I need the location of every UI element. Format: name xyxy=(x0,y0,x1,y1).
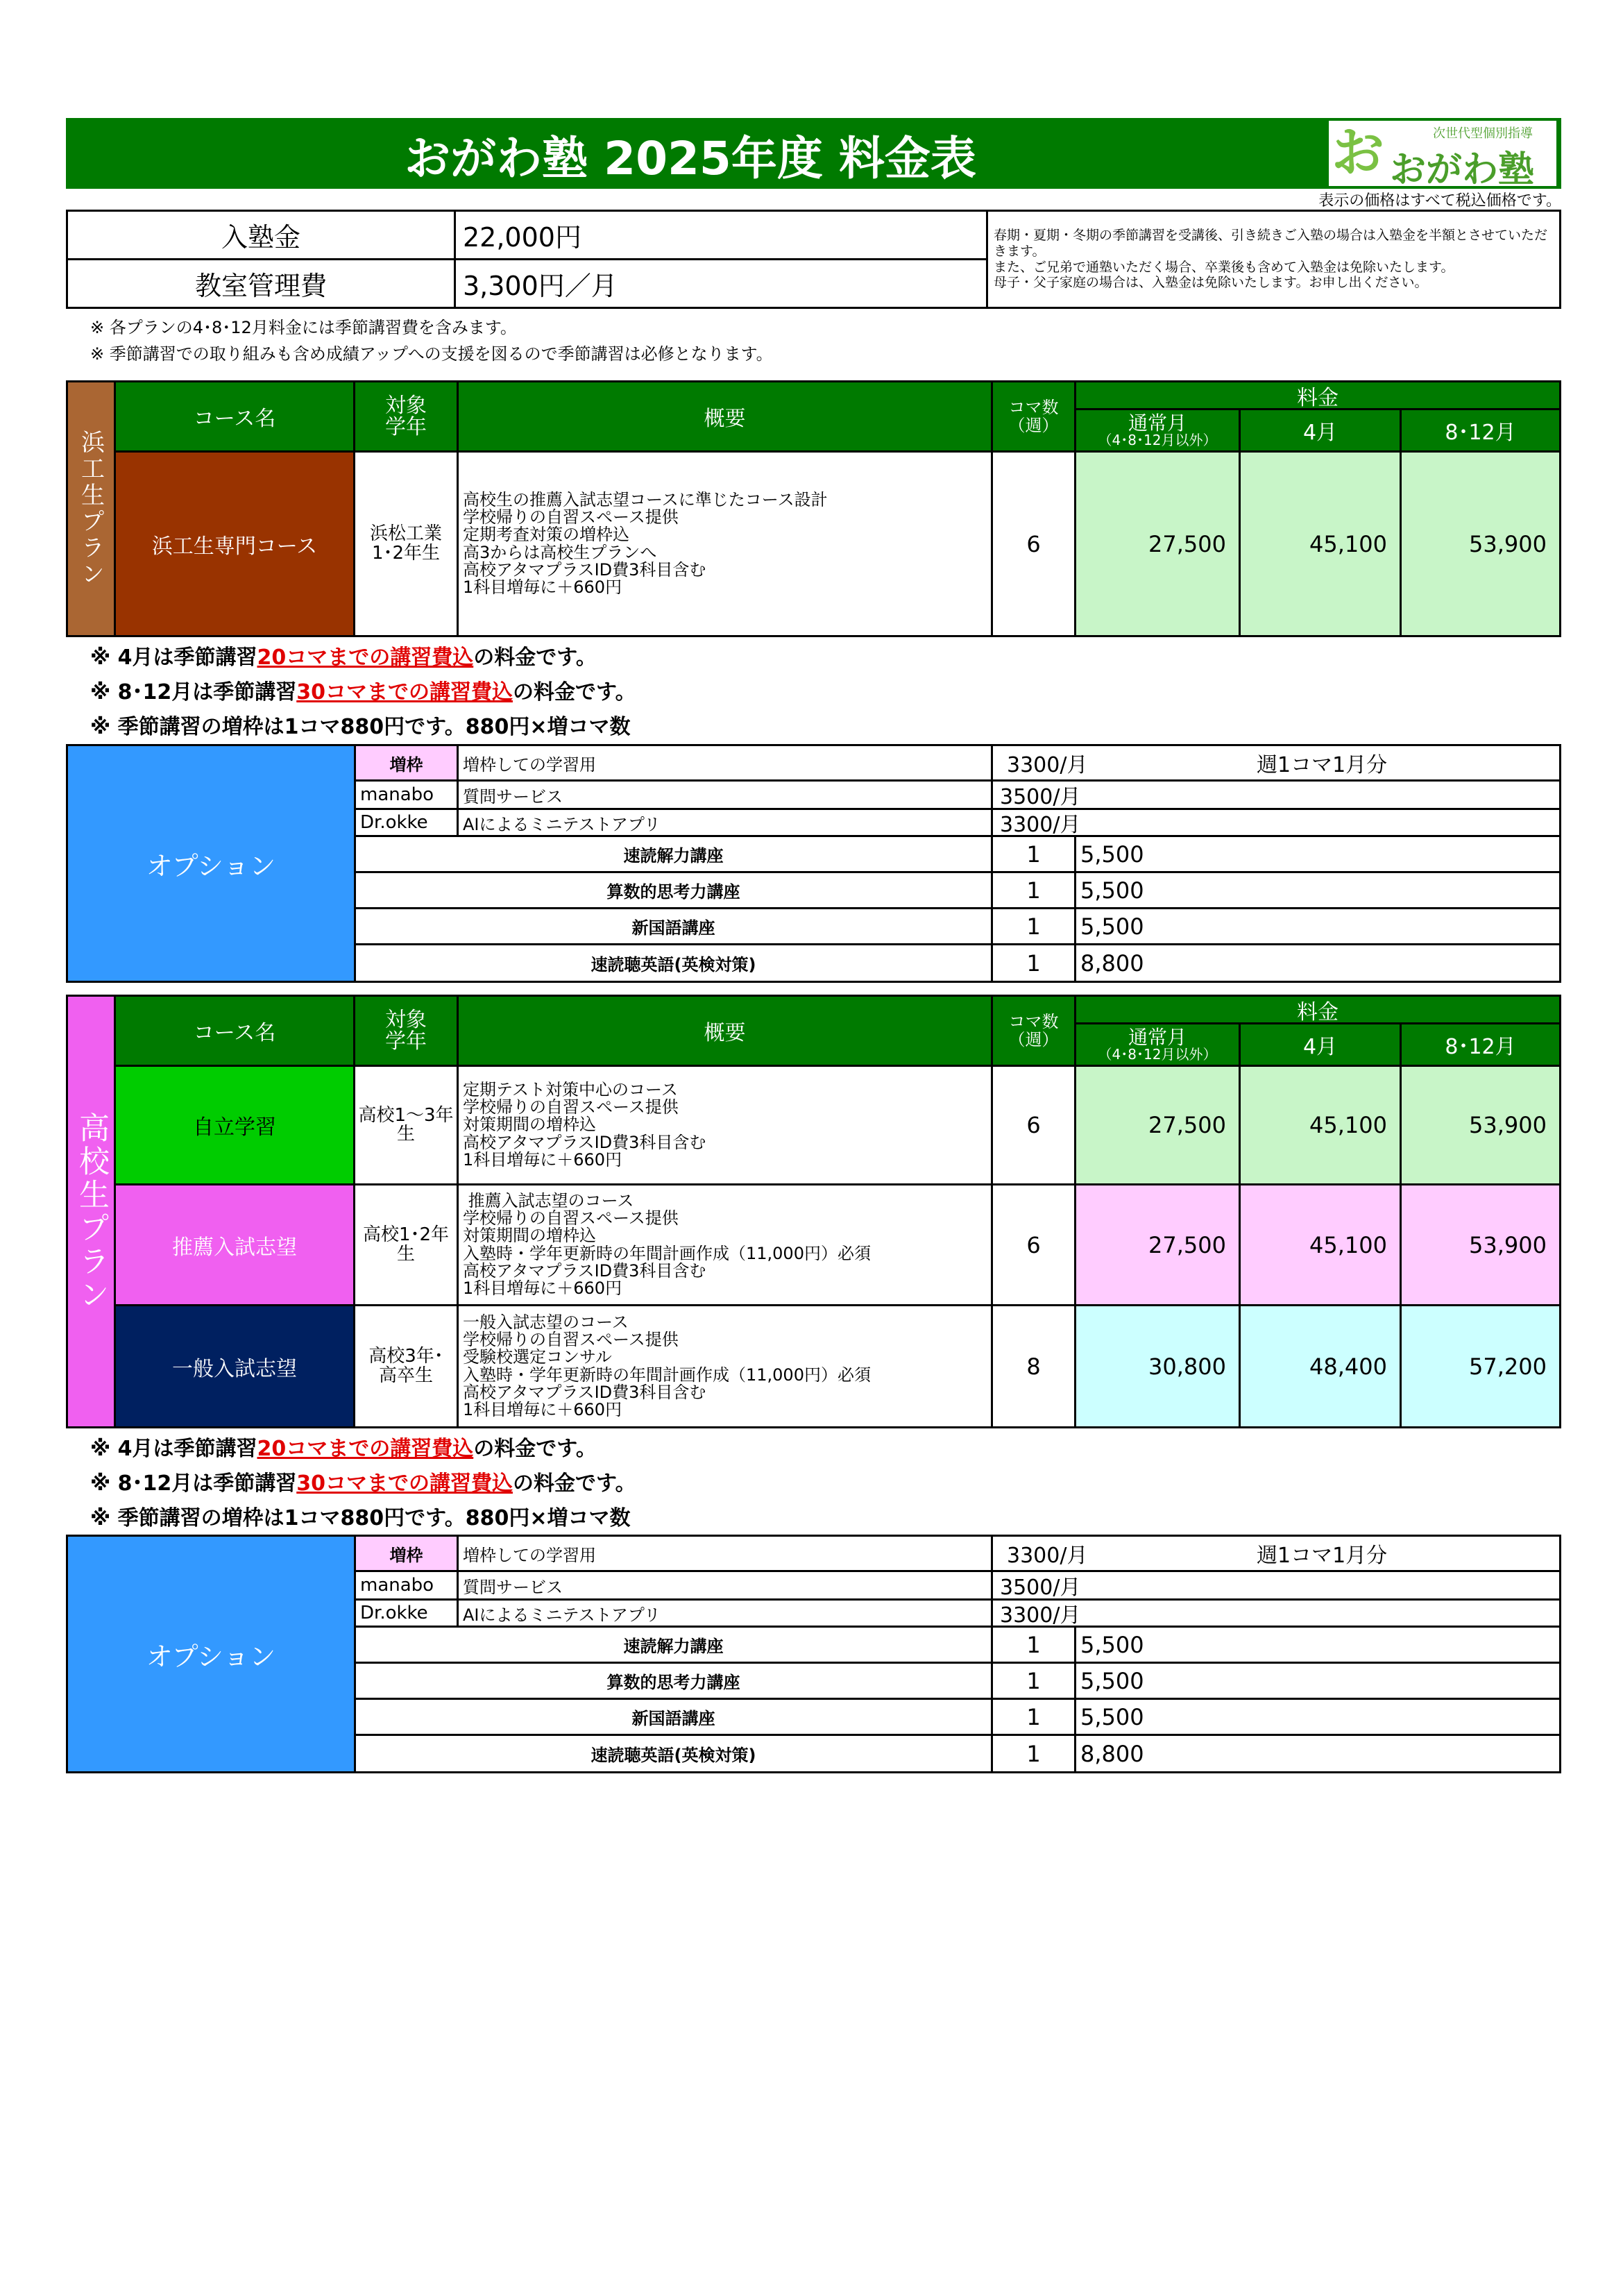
option-course-price: 5,500 xyxy=(1074,907,1561,945)
summary-line: 1科目増毎に＋660円 xyxy=(463,577,622,597)
option-course-koma: 1 xyxy=(991,835,1076,873)
summary-line: 学校帰りの自習スペース提供 xyxy=(463,1208,679,1229)
header-target: 対象 学年 xyxy=(353,380,459,453)
entry-fee-label: 入塾金 xyxy=(66,210,456,260)
option-course-koma: 1 xyxy=(991,1734,1076,1773)
header-koma: コマ数 （週） xyxy=(991,380,1076,453)
course-koma: 6 xyxy=(991,450,1076,637)
price-normal: 27,500 xyxy=(1074,450,1241,637)
summary-line: 学校帰りの自習スペース提供 xyxy=(463,1330,679,1350)
summary-line: 定期テスト対策中心のコース xyxy=(463,1080,678,1100)
summary-line: 入塾時・学年更新時の年間計画作成（11,000円）必須 xyxy=(463,1365,871,1385)
course-name: 一般入試志望 xyxy=(114,1304,355,1428)
option-tag: 増枠 xyxy=(354,744,459,782)
option-price-value: 3300/月 xyxy=(1007,1544,1088,1568)
course-name: 浜工生専門コース xyxy=(114,450,355,637)
note-highlight: 20コマまでの講習費込 xyxy=(257,645,474,670)
option-tag: Dr.okke xyxy=(354,808,459,837)
header-summary: 概要 xyxy=(457,995,993,1067)
option-tag: manabo xyxy=(354,1570,459,1601)
option-price-extra: 週1コマ1月分 xyxy=(1257,753,1388,777)
price-aug-dec: 57,200 xyxy=(1400,1304,1561,1428)
season-note-april xyxy=(90,1431,597,1462)
option-price xyxy=(991,1535,1561,1572)
logo-tagline: 次世代型個別指導 xyxy=(1433,126,1533,141)
course-koma: 6 xyxy=(991,1065,1076,1185)
summary-line: 高3からは高校生プランへ xyxy=(463,542,657,562)
header-course: コース名 xyxy=(114,380,355,453)
option-course-price: 8,800 xyxy=(1074,1734,1561,1773)
course-summary xyxy=(457,1065,993,1185)
summary-line: 高校アタマプラスID費3科目含む xyxy=(463,1132,706,1152)
header-april: 4月 xyxy=(1239,408,1402,453)
option-course-name: 速読解力講座 xyxy=(354,835,993,873)
summary-line: 定期考査対策の増枠込 xyxy=(463,525,629,545)
season-note-aug-dec xyxy=(90,1466,636,1496)
logo xyxy=(1329,121,1556,191)
tax-note: 表示の価格はすべて税込価格です。 xyxy=(1318,192,1561,210)
top-note: ※ 季節講習での取り組みも含め成績アップへの支援を図るので季節講習は必修となります。 xyxy=(90,344,773,364)
option-course-price: 5,500 xyxy=(1074,1698,1561,1736)
price-normal: 27,500 xyxy=(1074,1183,1241,1306)
mgmt-fee-value: 3,300円／月 xyxy=(454,258,988,309)
remark-line: 母子・父子家庭の場合は、入塾金は免除いたします。お申し出ください。 xyxy=(994,275,1428,291)
options-label: オプション xyxy=(66,744,356,983)
option-price: 3300/月 xyxy=(991,808,1561,837)
option-course-koma: 1 xyxy=(991,1698,1076,1736)
summary-line: 1科目増毎に＋660円 xyxy=(463,1399,622,1419)
option-price-extra: 週1コマ1月分 xyxy=(1257,1544,1388,1568)
option-course-name: 算数的思考力講座 xyxy=(354,1662,993,1700)
season-note-april xyxy=(90,640,597,670)
option-course-koma: 1 xyxy=(991,943,1076,983)
header-koma: コマ数 （週） xyxy=(991,995,1076,1067)
option-tag: manabo xyxy=(354,779,459,810)
summary-line: 学校帰りの自習スペース提供 xyxy=(463,1097,679,1117)
header-normal-sub: （4･8･12月以外） xyxy=(1098,432,1217,449)
price-aug-dec: 53,900 xyxy=(1400,450,1561,637)
note-text: の料金です。 xyxy=(512,680,636,704)
note-text: ※ 4月は季節講習 xyxy=(90,645,257,670)
option-course-name: 速読聴英語(英検対策) xyxy=(354,1734,993,1773)
course-koma: 8 xyxy=(991,1304,1076,1428)
option-desc: AIによるミニテストアプリ xyxy=(457,1598,993,1628)
option-course-name: 新国語講座 xyxy=(354,1698,993,1736)
option-desc: 増枠しての学習用 xyxy=(457,744,993,782)
header-april: 4月 xyxy=(1239,1022,1402,1067)
option-price xyxy=(991,744,1561,782)
option-course-koma: 1 xyxy=(991,1626,1076,1664)
option-course-price: 5,500 xyxy=(1074,871,1561,909)
remark-line: 春期・夏期・冬期の季節講習を受講後、引き続きご入塾の場合は入塾金を半額とさせていただきます。 xyxy=(994,227,1548,259)
header-normal-label: 通常月 xyxy=(1128,1025,1187,1049)
note-text: ※ 4月は季節講習 xyxy=(90,1437,257,1461)
options-label: オプション xyxy=(66,1535,356,1773)
course-summary xyxy=(457,1183,993,1306)
summary-line: 高校生の推薦入試志望コースに準じたコース設計 xyxy=(463,489,828,509)
option-course-name: 速読解力講座 xyxy=(354,1626,993,1664)
summary-line: 推薦入試志望のコース xyxy=(463,1190,634,1210)
entry-fee-value: 22,000円 xyxy=(454,210,988,260)
option-desc: 質問サービス xyxy=(457,779,993,810)
header-summary: 概要 xyxy=(457,380,993,453)
price-april: 45,100 xyxy=(1239,1183,1402,1306)
note-text: ※ 8･12月は季節講習 xyxy=(90,1471,297,1496)
course-target: 浜松工業 1･2年生 xyxy=(353,450,459,637)
season-note-extra: ※ 季節講習の増枠は1コマ880円です。880円×増コマ数 xyxy=(90,715,631,739)
plan2-side-label: 高校生プラン xyxy=(66,995,116,1428)
option-price: 3300/月 xyxy=(991,1598,1561,1628)
header-course: コース名 xyxy=(114,995,355,1067)
option-desc: 質問サービス xyxy=(457,1570,993,1601)
option-course-koma: 1 xyxy=(991,907,1076,945)
note-highlight: 20コマまでの講習費込 xyxy=(257,1437,474,1461)
option-course-price: 5,500 xyxy=(1074,1662,1561,1700)
header-fee: 料金 xyxy=(1074,380,1561,410)
course-name: 推薦入試志望 xyxy=(114,1183,355,1306)
summary-line: 受験校選定コンサル xyxy=(463,1347,612,1367)
header-aug-dec: 8･12月 xyxy=(1400,1022,1561,1067)
note-highlight: 30コマまでの講習費込 xyxy=(296,1471,513,1496)
fee-remarks xyxy=(986,210,1561,309)
header-target: 対象 学年 xyxy=(353,995,459,1067)
note-text: ※ 8･12月は季節講習 xyxy=(90,680,297,704)
option-tag: Dr.okke xyxy=(354,1598,459,1628)
option-course-name: 新国語講座 xyxy=(354,907,993,945)
summary-line: 1科目増毎に＋660円 xyxy=(463,1278,622,1298)
summary-line: 高校アタマプラスID費3科目含む xyxy=(463,1382,706,1402)
header-normal xyxy=(1074,1022,1241,1067)
header-normal xyxy=(1074,408,1241,453)
option-price: 3500/月 xyxy=(991,1570,1561,1601)
price-april: 48,400 xyxy=(1239,1304,1402,1428)
course-name: 自立学習 xyxy=(114,1065,355,1185)
summary-line: 学校帰りの自習スペース提供 xyxy=(463,507,679,527)
option-desc: 増枠しての学習用 xyxy=(457,1535,993,1572)
course-target: 高校1･2年 生 xyxy=(353,1183,459,1306)
summary-line: 1科目増毎に＋660円 xyxy=(463,1149,622,1170)
season-note-extra: ※ 季節講習の増枠は1コマ880円です。880円×増コマ数 xyxy=(90,1506,631,1530)
price-aug-dec: 53,900 xyxy=(1400,1065,1561,1185)
logo-name: おがわ塾 xyxy=(1390,149,1535,191)
note-text: の料金です。 xyxy=(473,1437,597,1461)
header-aug-dec: 8･12月 xyxy=(1400,408,1561,453)
course-target: 高校3年･ 高卒生 xyxy=(353,1304,459,1428)
price-april: 45,100 xyxy=(1239,450,1402,637)
option-tag: 増枠 xyxy=(354,1535,459,1572)
plan1-side-label: 浜工生プラン xyxy=(66,380,116,637)
option-course-price: 5,500 xyxy=(1074,835,1561,873)
option-course-price: 5,500 xyxy=(1074,1626,1561,1664)
header-normal-sub: （4･8･12月以外） xyxy=(1098,1046,1217,1063)
option-course-price: 8,800 xyxy=(1074,943,1561,983)
option-course-koma: 1 xyxy=(991,1662,1076,1700)
mgmt-fee-label: 教室管理費 xyxy=(66,258,456,309)
option-course-koma: 1 xyxy=(991,871,1076,909)
price-april: 45,100 xyxy=(1239,1065,1402,1185)
page-title: おがわ塾 2025年度 料金表 xyxy=(405,131,976,185)
price-normal: 30,800 xyxy=(1074,1304,1241,1428)
course-summary xyxy=(457,450,993,637)
summary-line: 一般入試志望のコース xyxy=(463,1312,629,1332)
course-koma: 6 xyxy=(991,1183,1076,1306)
summary-line: 高校アタマプラスID費3科目含む xyxy=(463,1260,706,1281)
header-normal-label: 通常月 xyxy=(1128,411,1187,434)
summary-line: 入塾時・学年更新時の年間計画作成（11,000円）必須 xyxy=(463,1243,871,1263)
option-desc: AIによるミニテストアプリ xyxy=(457,808,993,837)
option-course-name: 速読聴英語(英検対策) xyxy=(354,943,993,983)
note-text: の料金です。 xyxy=(473,645,597,670)
price-aug-dec: 53,900 xyxy=(1400,1183,1561,1306)
summary-line: 対策期間の増枠込 xyxy=(463,1115,596,1135)
note-highlight: 30コマまでの講習費込 xyxy=(296,680,513,704)
option-course-name: 算数的思考力講座 xyxy=(354,871,993,909)
remark-line: また、ご兄弟で通塾いただく場合、卒業後も含めて入塾金は免除いたします。 xyxy=(994,259,1454,275)
header-fee: 料金 xyxy=(1074,995,1561,1024)
summary-line: 対策期間の増枠込 xyxy=(463,1226,596,1246)
option-price-value: 3300/月 xyxy=(1007,753,1088,777)
logo-mark-icon: お xyxy=(1332,121,1384,183)
summary-line: 高校アタマプラスID費3科目含む xyxy=(463,559,706,580)
price-normal: 27,500 xyxy=(1074,1065,1241,1185)
course-summary xyxy=(457,1304,993,1428)
season-note-aug-dec xyxy=(90,675,636,705)
note-text: の料金です。 xyxy=(512,1471,636,1496)
option-price: 3500/月 xyxy=(991,779,1561,810)
course-target: 高校1～3年 生 xyxy=(353,1065,459,1185)
top-note: ※ 各プランの4･8･12月料金には季節講習費を含みます。 xyxy=(90,318,517,337)
